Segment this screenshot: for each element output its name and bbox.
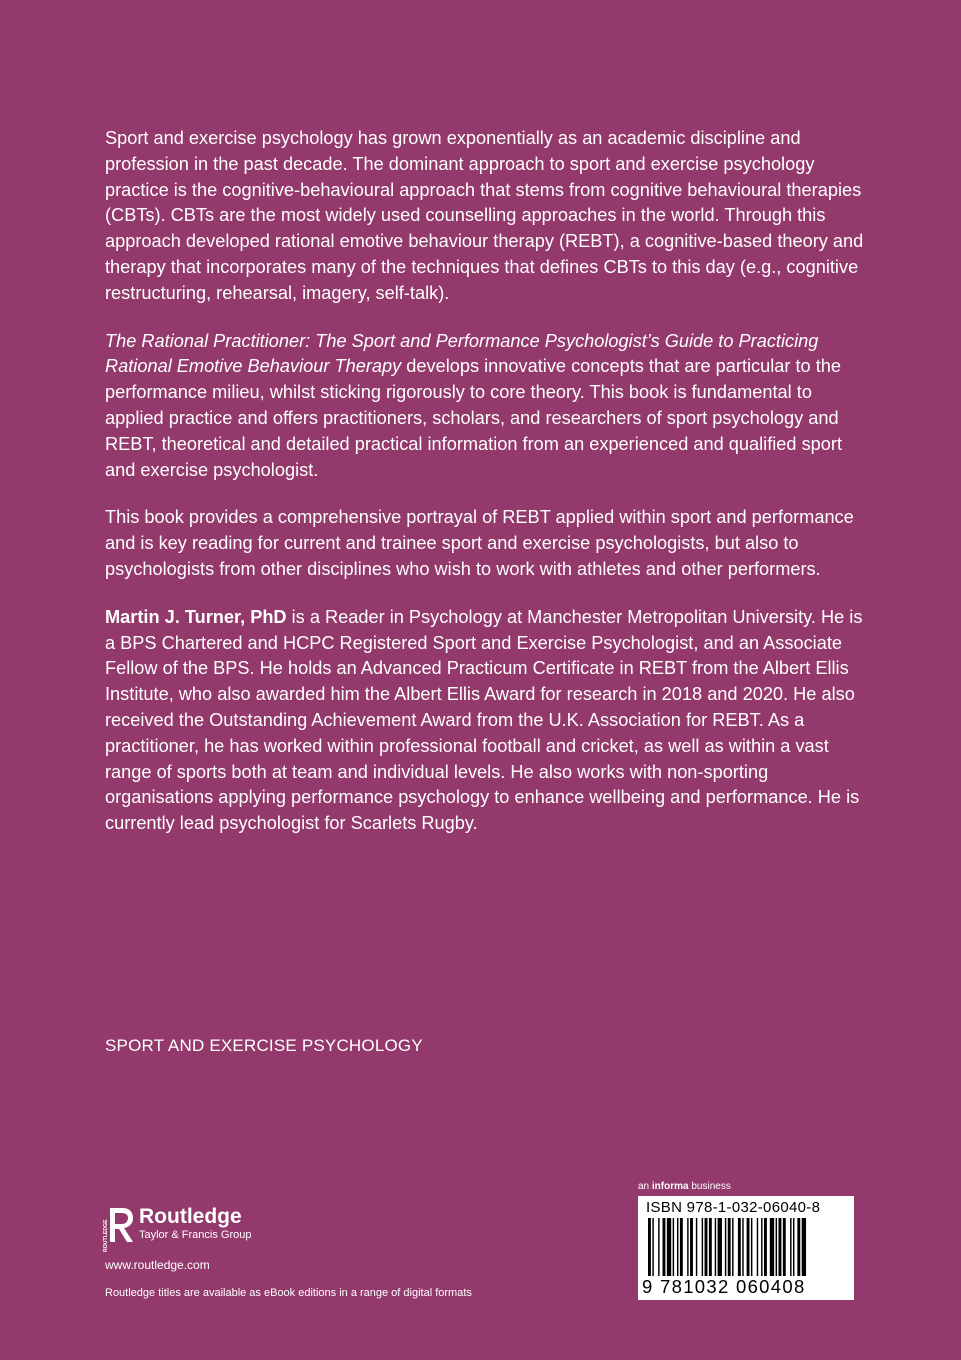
barcode-bar bbox=[790, 1218, 791, 1276]
routledge-logo bbox=[101, 1206, 251, 1254]
barcode-bar bbox=[673, 1218, 674, 1276]
barcode-bar bbox=[715, 1218, 716, 1276]
publisher-website: www.routledge.com bbox=[105, 1258, 210, 1272]
audience-paragraph: This book provides a comprehensive portrayal of REBT applied within sport and performance and is key reading for current and trainee sport and exercise psychologists, but also to psychologists from other disciplines who wish to work with athletes and other performers. bbox=[105, 507, 854, 579]
barcode-bar bbox=[770, 1218, 774, 1276]
isbn-barcode bbox=[638, 1196, 854, 1300]
barcode-bar bbox=[677, 1218, 678, 1276]
barcode-bar bbox=[732, 1218, 733, 1276]
barcode-bar bbox=[742, 1218, 743, 1276]
barcode-bar bbox=[783, 1218, 786, 1276]
barcode-bar bbox=[658, 1218, 659, 1276]
barcode-bars bbox=[644, 1218, 848, 1276]
barcode-bar bbox=[802, 1218, 806, 1276]
barcode-bar bbox=[690, 1218, 693, 1276]
barcode-bar bbox=[764, 1218, 767, 1276]
informa-brand: informa bbox=[651, 1181, 689, 1192]
barcode-bar bbox=[728, 1218, 731, 1276]
informa-suffix: business bbox=[688, 1181, 731, 1192]
ebook-note: Routledge titles are available as eBook editions in a range of digital formats bbox=[105, 1287, 472, 1299]
author-paragraph bbox=[105, 605, 875, 837]
barcode-bar bbox=[702, 1218, 703, 1276]
barcode-bar bbox=[648, 1218, 651, 1276]
barcode-bar bbox=[757, 1218, 758, 1276]
barcode-bar bbox=[725, 1218, 726, 1276]
barcode-bar bbox=[779, 1218, 782, 1276]
routledge-mark-icon bbox=[101, 1206, 135, 1254]
barcode-bar bbox=[667, 1218, 671, 1276]
intro-paragraph: Sport and exercise psychology has grown exponentially as an academic discipline and profession in the past decade. The dominant approach to sport and exercise psychology practice is the cognitive-behavioural approach that stems from cognitive behavioural therapies (CBTs). CBTs are the most widely used counselling approaches in the world. Through this approach developed rational emotive behaviour therapy (REBT), a cognitive-based theory and therapy that incorporates many of the techniques that defines CBTs to this day (e.g., cognitive restructuring, rehearsal, imagery, self-talk). bbox=[105, 128, 864, 303]
publisher-name: Routledge bbox=[139, 1205, 242, 1228]
barcode-bar bbox=[709, 1218, 712, 1276]
author-name: Martin J. Turner, PhD bbox=[105, 606, 287, 627]
barcode-bar bbox=[680, 1218, 683, 1276]
barcode-bar bbox=[776, 1218, 777, 1276]
barcode-bar bbox=[705, 1218, 708, 1276]
book-title: The Rational Practitioner: The Sport and Performance Psychologist’s Guide to Practicing Rational Emotive Behaviour Therapy bbox=[105, 330, 819, 377]
publisher-group: Taylor & Francis Group bbox=[139, 1229, 252, 1241]
barcode-bar bbox=[696, 1218, 697, 1276]
author-bio: is a Reader in Psychology at Manchester Metropolitan University. He is a BPS Chartered and HCPC Registered Sport and Exercise Psychologist, and an Associate Fellow of the BPS. He holds an Advanced Practicum Certificate in REBT from the Albert Ellis Institute, who also awarded him the Albert Ellis Award for research in 2018 and 2020. He also received the Outstanding Achievement Award from the U.K. Association for REBT. As a practitioner, he has worked within professional football and cricket, as well as within a vast range of sports both at team and individual levels. He also works with non-sporting organisations applying performance psychology to enhance wellbeing and performance. He is currently lead psychologist for Scarlets Rugby. bbox=[105, 606, 863, 834]
informa-business-label bbox=[638, 1181, 731, 1192]
barcode-bar bbox=[797, 1218, 800, 1276]
barcode-bar bbox=[793, 1218, 794, 1276]
barcode-bar bbox=[738, 1218, 741, 1276]
barcode-bar bbox=[663, 1218, 666, 1276]
informa-prefix: an bbox=[638, 1181, 652, 1192]
barcode-bar bbox=[751, 1218, 752, 1276]
logo-vertical-text: ROUTLEDGE bbox=[103, 1219, 109, 1252]
barcode-digits: 9 781032 060408 bbox=[642, 1276, 806, 1297]
book-summary-paragraph bbox=[105, 329, 875, 484]
barcode-bar bbox=[747, 1218, 750, 1276]
barcode-bar bbox=[761, 1218, 762, 1276]
barcode-bar bbox=[687, 1218, 688, 1276]
back-cover-blurb bbox=[105, 126, 875, 859]
barcode-bar bbox=[718, 1218, 722, 1276]
barcode-bar bbox=[652, 1218, 653, 1276]
category-label: SPORT AND EXERCISE PSYCHOLOGY bbox=[105, 1036, 423, 1055]
isbn-label: ISBN 978-1-032-06040-8 bbox=[646, 1199, 821, 1216]
book-summary-text: develops innovative concepts that are particular to the performance milieu, whilst sticking rigorously to core theory. This book is fundamental to applied practice and offers practitioners, scholars, and researchers of sport psychology and REBT, theoretical and detailed practical information from an experienced and qualified sport and exercise psychologist. bbox=[105, 356, 843, 480]
